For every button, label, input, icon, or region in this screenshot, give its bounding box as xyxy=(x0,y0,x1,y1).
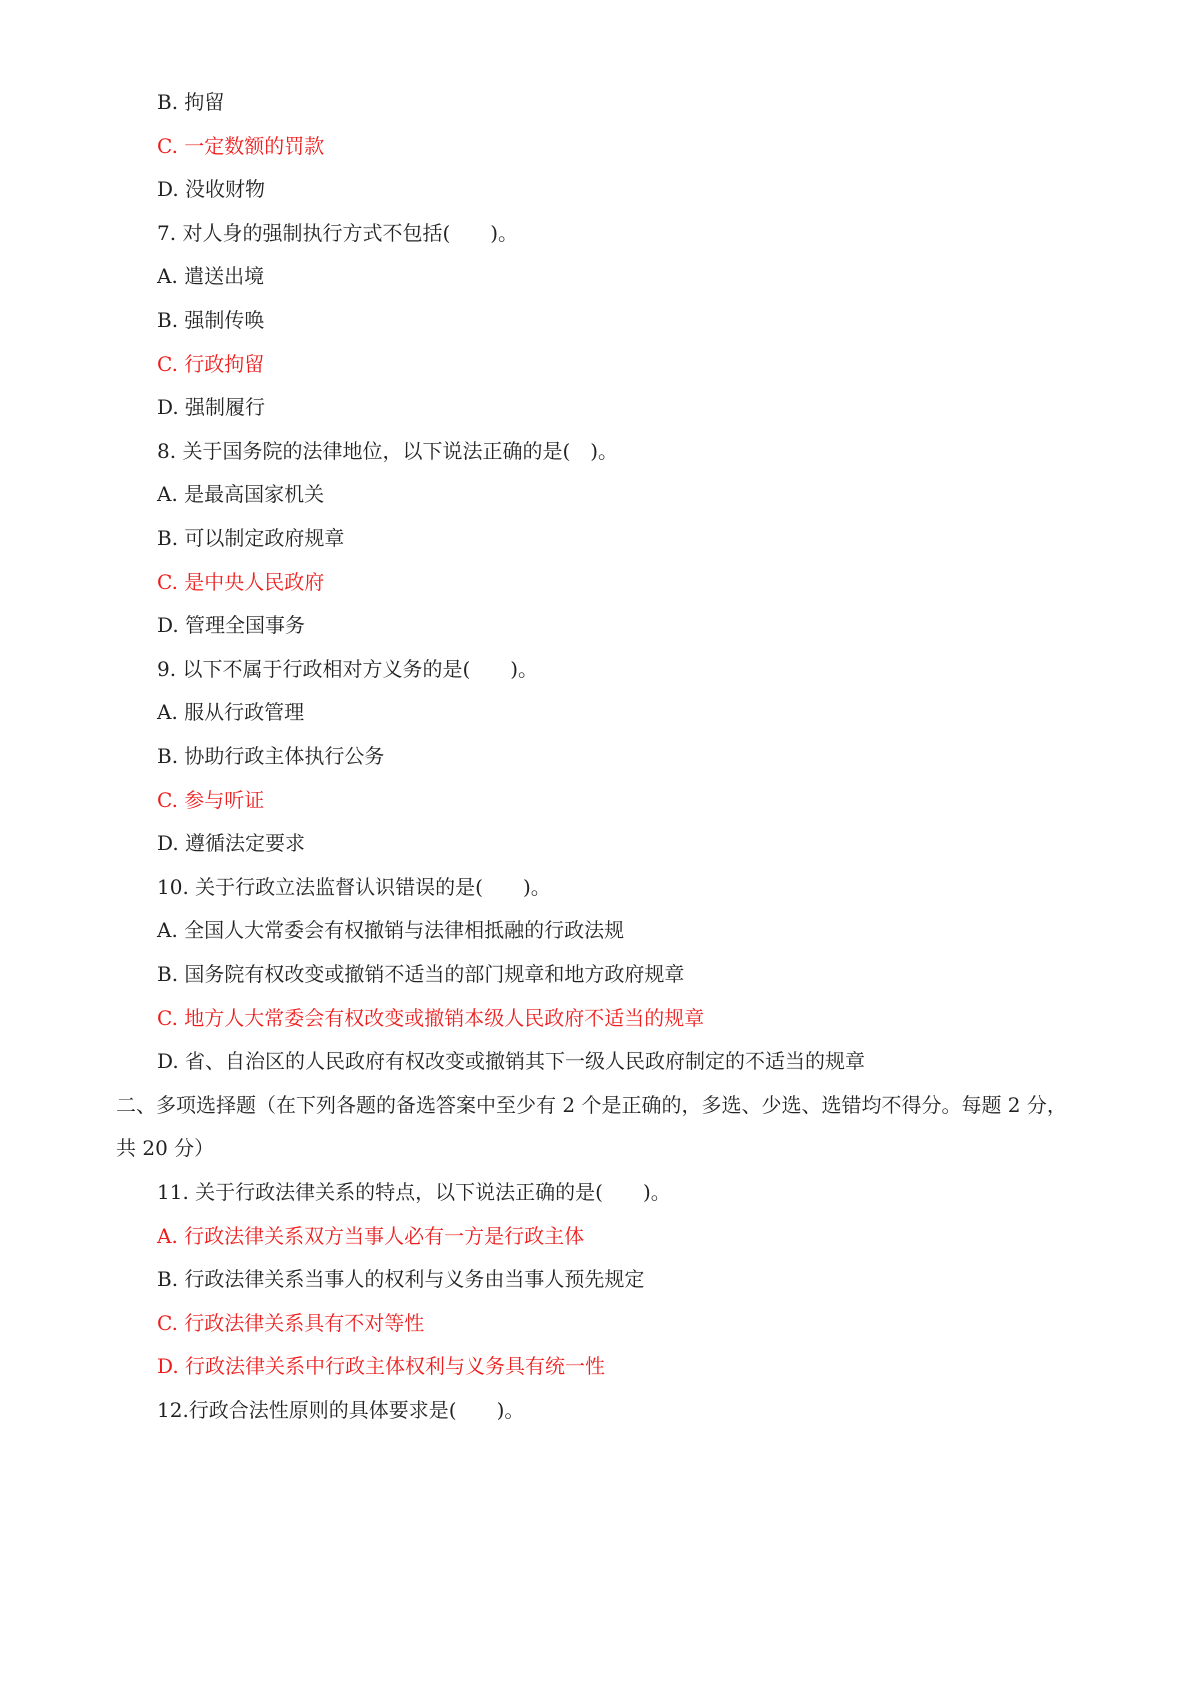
section-heading: 共 20 分） xyxy=(116,1136,215,1160)
option-line: B. 协助行政主体执行公务 xyxy=(157,744,385,768)
option-line: A. 全国人大常委会有权撤销与法律相抵融的行政法规 xyxy=(157,918,625,942)
option-line: D. 强制履行 xyxy=(157,395,266,419)
option-line: D. 没收财物 xyxy=(157,177,266,201)
question-line: 10. 关于行政立法监督认识错误的是( )。 xyxy=(157,875,551,899)
answer-line: C. 是中央人民政府 xyxy=(157,570,325,594)
question-line: 7. 对人身的强制执行方式不包括( )。 xyxy=(157,221,519,245)
option-line: B. 行政法律关系当事人的权利与义务由当事人预先规定 xyxy=(157,1267,645,1291)
option-line: B. 拘留 xyxy=(157,90,225,114)
option-line: A. 是最高国家机关 xyxy=(157,482,325,506)
option-line: A. 遣送出境 xyxy=(157,264,265,288)
question-line: 12.行政合法性原则的具体要求是( )。 xyxy=(157,1398,525,1422)
option-line: D. 遵循法定要求 xyxy=(157,831,306,855)
option-line: D. 管理全国事务 xyxy=(157,613,306,637)
answer-line: A. 行政法律关系双方当事人必有一方是行政主体 xyxy=(157,1224,585,1248)
answer-line: C. 行政拘留 xyxy=(157,352,265,376)
answer-line: D. 行政法律关系中行政主体权利与义务具有统一性 xyxy=(157,1354,606,1378)
option-line: B. 国务院有权改变或撤销不适当的部门规章和地方政府规章 xyxy=(157,962,685,986)
option-line: A. 服从行政管理 xyxy=(157,700,305,724)
answer-line: C. 一定数额的罚款 xyxy=(157,134,325,158)
answer-line: C. 参与听证 xyxy=(157,788,265,812)
option-line: B. 可以制定政府规章 xyxy=(157,526,345,550)
question-line: 9. 以下不属于行政相对方义务的是( )。 xyxy=(157,657,539,681)
question-line: 8. 关于国务院的法律地位，以下说法正确的是( )。 xyxy=(157,439,619,463)
answer-line: C. 行政法律关系具有不对等性 xyxy=(157,1311,425,1335)
answer-line: C. 地方人大常委会有权改变或撤销本级人民政府不适当的规章 xyxy=(157,1006,705,1030)
option-line: D. 省、自治区的人民政府有权改变或撤销其下一级人民政府制定的不适当的规章 xyxy=(157,1049,866,1073)
option-line: B. 强制传唤 xyxy=(157,308,265,332)
question-line: 11. 关于行政法律关系的特点，以下说法正确的是( )。 xyxy=(157,1180,671,1204)
section-heading: 二、多项选择题（在下列各题的备选答案中至少有 2 个是正确的，多选、少选、选错均不得分。每题 2 分， xyxy=(116,1093,1067,1117)
